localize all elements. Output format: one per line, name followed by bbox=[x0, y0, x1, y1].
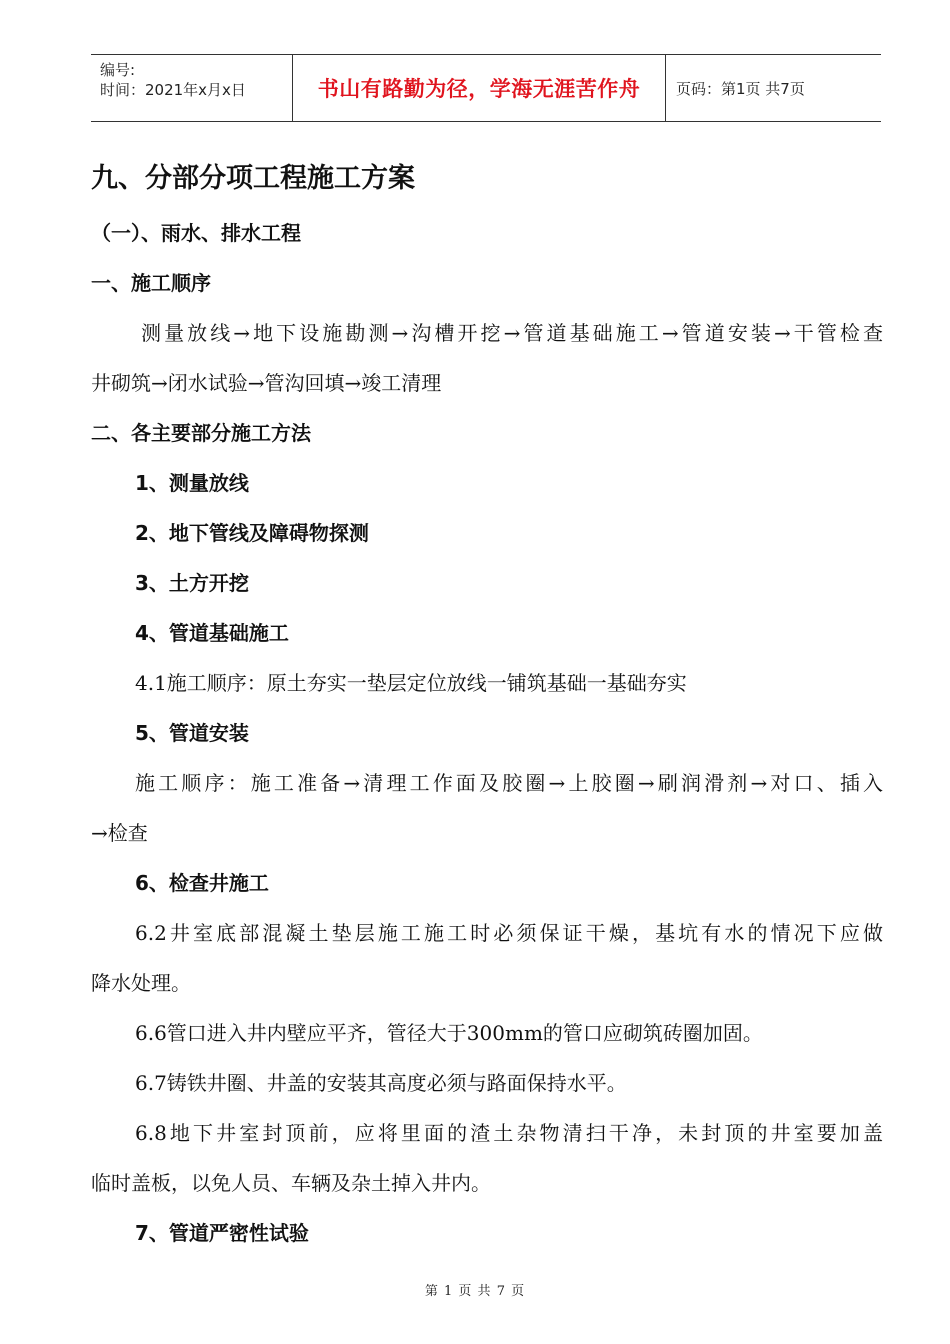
item-heading: 6、检查井施工 bbox=[135, 871, 269, 895]
item-heading: 4、管道基础施工 bbox=[135, 621, 289, 645]
paragraph-line: 井砌筑→闭水试验→管沟回填→竣工清理 bbox=[91, 371, 442, 395]
header-motto: 书山有路勤为径，学海无涯苦作舟 bbox=[293, 55, 666, 121]
section-heading: 一、施工顺序 bbox=[91, 271, 211, 295]
paragraph-line: 4.1施工顺序：原土夯实一垫层定位放线一铺筑基础一基础夯实 bbox=[135, 671, 687, 695]
header-meta bbox=[91, 55, 293, 121]
section-heading: 二、各主要部分施工方法 bbox=[91, 421, 311, 445]
subsection-heading: （一）、雨水、排水工程 bbox=[91, 221, 301, 245]
page-footer: 第 1 页 共 7 页 bbox=[424, 1284, 526, 1299]
paragraph-line: 6.2井室底部混凝土垫层施工施工时必须保证干燥，基坑有水的情况下应做 bbox=[135, 921, 883, 945]
paragraph-line: 6.6管口进入井内壁应平齐，管径大于300mm的管口应砌筑砖圈加固。 bbox=[135, 1021, 763, 1045]
paragraph-line: 降水处理。 bbox=[91, 971, 191, 995]
item-heading: 3、土方开挖 bbox=[135, 571, 249, 595]
document-time-label: 时间：2021年x月x日 bbox=[100, 81, 246, 99]
section-title: 九、分部分项工程施工方案 bbox=[91, 163, 415, 194]
document-number-label: 编号: bbox=[100, 61, 136, 79]
paragraph-line: 临时盖板，以免人员、车辆及杂土掉入井内。 bbox=[91, 1171, 491, 1195]
paragraph-line: 6.7铸铁井圈、井盖的安装其高度必须与路面保持水平。 bbox=[135, 1071, 627, 1095]
paragraph-line: →检查 bbox=[91, 821, 148, 845]
page-header bbox=[91, 54, 881, 122]
item-heading: 2、地下管线及障碍物探测 bbox=[135, 521, 369, 545]
paragraph-line: 测量放线→地下设施勘测→沟槽开挖→管道基础施工→管道安装→干管检查 bbox=[141, 321, 883, 345]
item-heading: 7、管道严密性试验 bbox=[135, 1221, 309, 1245]
item-heading: 5、管道安装 bbox=[135, 721, 249, 745]
item-heading: 1、测量放线 bbox=[135, 471, 249, 495]
document-body bbox=[91, 150, 883, 1258]
header-page-number: 页码：第1页 共7页 bbox=[676, 79, 805, 98]
paragraph-line: 6.8地下井室封顶前，应将里面的渣土杂物清扫干净，未封顶的井室要加盖 bbox=[135, 1121, 883, 1145]
paragraph-line: 施工顺序：施工准备→清理工作面及胶圈→上胶圈→刷润滑剂→对口、插入 bbox=[135, 771, 883, 795]
